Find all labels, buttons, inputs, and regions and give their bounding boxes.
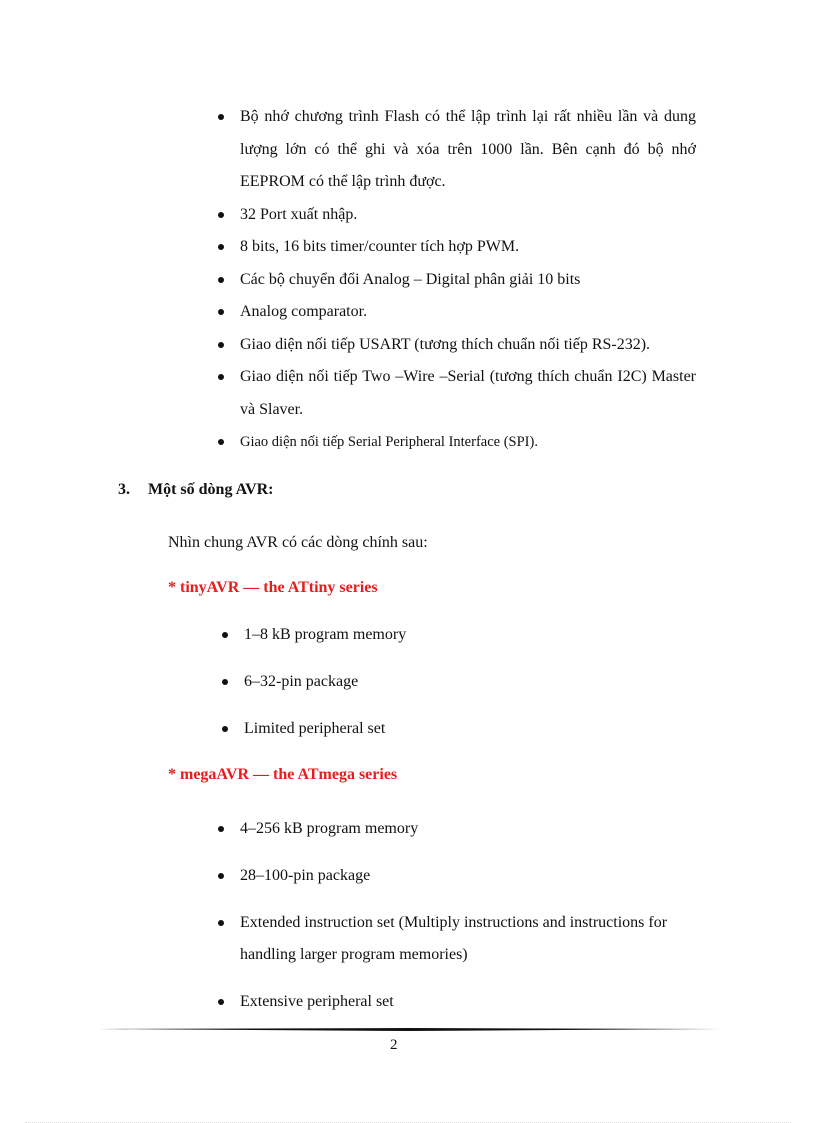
- list-item: [218, 361, 696, 426]
- feature-text: Bộ nhớ chương trình Flash có thể lập trình lại rất nhiều lần và dung lượng lớn có thể ghi và xóa trên 1000 lần. Bên cạnh đó bộ nhớ EEPROM có thể lập trình được.: [240, 108, 696, 190]
- section-heading: [118, 481, 274, 499]
- list-item: [218, 101, 696, 199]
- bullet-icon: [218, 439, 224, 445]
- feature-text: Analog comparator.: [240, 303, 368, 320]
- mega-item-text: Extended instruction set (Multiply instructions and instructions for handling larger program memories): [240, 914, 668, 963]
- bullet-icon: [218, 244, 224, 250]
- list-item: [218, 264, 696, 297]
- mega-item-text: 4–256 kB program memory: [240, 820, 419, 837]
- list-item: [218, 199, 696, 232]
- feature-text: Giao diện nối tiếp Serial Peripheral Interface (SPI).: [240, 434, 538, 450]
- mega-item-text: Extensive peripheral set: [240, 993, 394, 1010]
- bullet-icon: [218, 999, 224, 1005]
- page-number: 2: [390, 1037, 398, 1053]
- mega-item-text: 28–100-pin package: [240, 867, 371, 884]
- list-item: [222, 671, 682, 693]
- bullet-icon: [218, 873, 224, 879]
- list-item: [218, 813, 688, 845]
- bullet-icon: [222, 726, 228, 732]
- list-item: [218, 986, 688, 1018]
- feature-text: 32 Port xuất nhập.: [240, 205, 358, 223]
- bullet-icon: [218, 114, 224, 120]
- list-item: [222, 718, 682, 740]
- bullet-icon: [222, 632, 228, 638]
- feature-text: Các bộ chuyển đổi Analog – Digital phân giải 10 bits: [240, 270, 581, 288]
- list-item: [218, 329, 696, 362]
- list-item: [222, 624, 682, 646]
- feature-text: 8 bits, 16 bits timer/counter tích hợp PWM.: [240, 238, 520, 255]
- bullet-icon: [218, 374, 224, 380]
- bullet-icon: [218, 309, 224, 315]
- bullet-icon: [222, 679, 228, 685]
- feature-list: [218, 101, 696, 459]
- tiny-item-text: Limited peripheral set: [244, 720, 386, 737]
- mega-series-heading: * megaAVR — the ATmega series: [168, 766, 398, 783]
- section-number: 3.: [118, 481, 130, 498]
- bullet-icon: [218, 920, 224, 926]
- feature-text: Giao diện nối tiếp Two –Wire –Serial (tương thích chuẩn I2C) Master và Slaver.: [240, 368, 696, 418]
- bullet-icon: [218, 212, 224, 218]
- list-item: [218, 426, 696, 459]
- tiny-series-list: [222, 624, 682, 740]
- footer-rule: [98, 1028, 720, 1031]
- list-item: [218, 860, 688, 892]
- section-title: Một số dòng AVR:: [148, 481, 274, 498]
- bullet-icon: [218, 826, 224, 832]
- intro-text: Nhìn chung AVR có các dòng chính sau:: [168, 534, 428, 551]
- tiny-series-heading: * tinyAVR — the ATtiny series: [168, 579, 378, 596]
- list-item: [218, 296, 696, 329]
- mega-series-list: [218, 813, 688, 1018]
- list-item: [218, 907, 688, 971]
- tiny-item-text: 1–8 kB program memory: [244, 626, 407, 643]
- feature-text: Giao diện nối tiếp USART (tương thích chuẩn nối tiếp RS-232).: [240, 335, 651, 353]
- list-item: [218, 231, 696, 264]
- tiny-item-text: 6–32-pin package: [244, 673, 359, 690]
- bullet-icon: [218, 342, 224, 348]
- bullet-icon: [218, 277, 224, 283]
